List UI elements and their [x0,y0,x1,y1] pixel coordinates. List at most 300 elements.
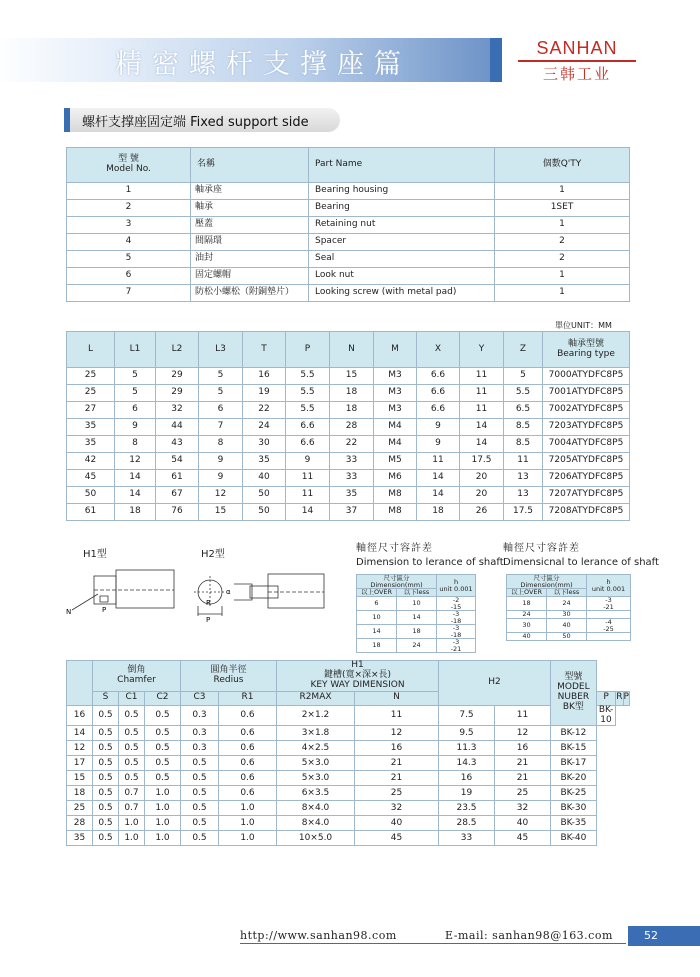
keyway-subheader: P [596,691,616,705]
table-row [67,385,630,402]
dims-cell: 7207ATYDFC8P5 [543,487,630,504]
keyway-cell: 0.5 [93,705,119,726]
tol-left-table [356,574,476,653]
dims-cell: 6.6 [417,385,460,402]
table-row [67,217,630,234]
dims-cell: 7 [199,419,243,436]
keyway-cell: 0.5 [119,726,145,741]
dims-header: N [330,332,374,368]
tol-left-less: 以下less [397,589,437,597]
dims-cell: 33 [330,453,374,470]
keyway-cell: 0.3 [181,741,219,756]
brand-name-cn: 三韩工业 [542,65,611,83]
table-row [67,200,630,217]
dims-cell: 20 [460,487,504,504]
dims-cell: 61 [156,470,199,487]
header-banner [0,38,490,82]
dims-cell: 54 [156,453,199,470]
tol-cell: 30 [507,619,547,633]
keyway-cell: 6×3.5 [277,786,355,801]
tol-right-h: h unit 0.001 [587,575,631,597]
dims-cell: M5 [374,453,417,470]
dims-cell: 5 [504,368,543,385]
parts-cell: Bearing [309,200,495,217]
keyway-cell: 11 [495,705,551,726]
dims-cell: 50 [67,487,115,504]
tol-left-title: 軸徑尺寸容許差 Dimension to lerance of shaft [356,543,504,568]
table-row [357,625,476,639]
table-row [67,470,630,487]
dims-cell: 8 [199,436,243,453]
dims-cell: 43 [156,436,199,453]
keyway-cell: 0.5 [145,705,181,726]
dims-cell: 11 [460,385,504,402]
keyway-cell: 0.3 [181,726,219,741]
dims-cell: 7208ATYDFC8P5 [543,504,630,521]
header-radius: 圓角半徑 Redius [181,661,277,692]
keyway-cell: 1.0 [119,816,145,831]
dims-cell: 6.6 [417,368,460,385]
dims-cell: 35 [243,453,286,470]
keyway-cell: 0.5 [119,771,145,786]
keyway-cell: 0.5 [93,726,119,741]
dims-cell: 5 [115,385,156,402]
keyway-subheader: R1 [219,691,277,705]
dims-cell: 14 [115,470,156,487]
dims-cell: 6 [115,402,156,419]
dims-cell: 8 [115,436,156,453]
dims-cell: 26 [460,504,504,521]
dims-cell: 6.6 [286,436,330,453]
keyway-cell: 21 [495,756,551,771]
h2-p-label: P [206,616,211,624]
keyway-subheader: R2MAX [277,691,355,705]
brand-name-en: SANHAN [536,38,618,58]
unit-label: 單位UNIT：MM [555,321,612,330]
tol-cell: 24 [397,639,437,653]
keyway-cell: 35 [67,831,93,846]
keyway-cell: 0.5 [93,756,119,771]
keyway-cell: 8×4.0 [277,801,355,816]
keyway-cell: 23.5 [439,801,495,816]
keyway-cell: 0.6 [219,756,277,771]
keyway-cell: 0.6 [219,726,277,741]
tol-cell: 18 [397,625,437,639]
dims-cell: 11 [417,453,460,470]
keyway-cell: 15 [67,771,93,786]
h1-shaft-drawing [64,566,182,618]
tol-left-size: 尺寸區分 Dimension(mm) [357,575,437,589]
dims-header: L [67,332,115,368]
dims-cell: 11 [286,470,330,487]
keyway-cell: 0.3 [181,705,219,726]
h2-alpha-label: α [226,588,231,596]
dims-cell: 42 [67,453,115,470]
keyway-cell: BK-25 [551,786,597,801]
dims-cell: 50 [243,504,286,521]
parts-cell: 間隔環 [191,234,309,251]
dims-cell: 25 [67,368,115,385]
keyway-subheader: N [355,691,439,705]
header-name: 名稱 [191,148,309,183]
keyway-cell: BK-40 [551,831,597,846]
keyway-cell: 5×3.0 [277,756,355,771]
table-row [67,183,630,200]
dims-cell: M8 [374,504,417,521]
dims-cell: M3 [374,402,417,419]
dims-cell: 8.5 [504,419,543,436]
keyway-cell: 1.0 [145,816,181,831]
keyway-cell: 0.5 [181,831,219,846]
keyway-cell: 25 [355,786,439,801]
parts-cell: Retaining nut [309,217,495,234]
dims-header: Z [504,332,543,368]
tol-cell [587,633,631,641]
dims-cell: M8 [374,487,417,504]
dims-cell: 20 [460,470,504,487]
table-row [507,633,631,641]
dims-cell: 11 [460,402,504,419]
parts-cell: 油封 [191,251,309,268]
dims-cell: 14 [286,504,330,521]
dims-cell: M4 [374,419,417,436]
table-row [67,771,630,786]
tol-cell: 50 [547,633,587,641]
parts-cell: 5 [67,251,191,268]
keyway-cell: 12 [355,726,439,741]
h2-shaft-drawing [190,572,330,624]
tol-cell: 30 [547,611,587,619]
h1-type-label: H1型 [83,549,107,560]
keyway-cell: 0.5 [181,771,219,786]
keyway-cell: 5×3.0 [277,771,355,786]
keyway-cell: 11 [355,705,439,726]
dims-cell: M4 [374,436,417,453]
tol-cell: 10 [357,611,397,625]
keyway-subheader: C3 [181,691,219,705]
dims-cell: 22 [330,436,374,453]
keyway-cell: 45 [355,831,439,846]
keyway-cell: 0.7 [119,786,145,801]
keyway-cell: 0.5 [145,726,181,741]
dims-header: M [374,332,417,368]
table-row [67,831,630,846]
brand-logo [512,38,642,84]
parts-cell: 防松小螺松（附銅墊片） [191,285,309,302]
dims-cell: 30 [243,436,286,453]
dims-header: P [286,332,330,368]
dims-cell: 5 [115,368,156,385]
dims-cell: 5 [199,368,243,385]
keyway-cell: 21 [355,756,439,771]
dims-cell: 14 [417,470,460,487]
keyway-cell: 16 [67,705,93,726]
dims-cell: 5.5 [504,385,543,402]
keyway-cell: 1.0 [119,831,145,846]
keyway-cell: 19 [439,786,495,801]
dims-header: T [243,332,286,368]
tol-cell: -3 -21 [587,597,631,611]
table-row [67,419,630,436]
keyway-cell: 18 [67,786,93,801]
dims-header: L2 [156,332,199,368]
h2-r-label: R [206,599,211,607]
header-model: 型 號 Model No. [67,148,191,183]
dims-cell: 35 [67,419,115,436]
parts-cell: 3 [67,217,191,234]
bearing-type-header: 軸承型號 Bearing type [543,332,630,368]
dims-cell: 17.5 [460,453,504,470]
dims-cell: 67 [156,487,199,504]
tol-right-table [506,574,631,641]
tol-cell: 24 [507,611,547,619]
dims-cell: 14 [460,436,504,453]
keyway-cell: 21 [355,771,439,786]
dims-cell: 9 [199,453,243,470]
parts-cell: 6 [67,268,191,285]
keyway-cell: BK-17 [551,756,597,771]
parts-cell: 2 [495,251,630,268]
tol-left-over: 以上OVER [357,589,397,597]
dims-cell: 6.6 [286,419,330,436]
keyway-cell: 0.5 [181,756,219,771]
dims-cell: 6 [199,402,243,419]
dims-cell: 12 [199,487,243,504]
keyway-cell: 32 [355,801,439,816]
dims-cell: 9 [286,453,330,470]
brand-divider [518,60,636,62]
table-row [357,611,476,625]
keyway-cell: 0.5 [93,786,119,801]
table-row [67,504,630,521]
dims-cell: 7205ATYDFC8P5 [543,453,630,470]
dims-cell: 7000ATYDFC8P5 [543,368,630,385]
dims-cell: 5.5 [286,368,330,385]
dims-cell: 16 [243,368,286,385]
keyway-cell: 1.0 [219,816,277,831]
dims-cell: 29 [156,385,199,402]
keyway-cell: 0.5 [119,741,145,756]
table-row [67,786,630,801]
table-row [67,705,630,726]
keyway-cell: 0.5 [119,756,145,771]
table-row [357,597,476,611]
parts-cell: Look nut [309,268,495,285]
header-qty: 個數Q'TY [495,148,630,183]
keyway-subheader: C1 [119,691,145,705]
header-chamfer: 倒角 Chamfer [93,661,181,692]
keyway-subheader: R [616,691,623,705]
table-row [67,436,630,453]
keyway-cell: 25 [495,786,551,801]
dims-header: L3 [199,332,243,368]
keyway-cell: 16 [495,741,551,756]
tol-cell: 14 [397,611,437,625]
keyway-cell: 1.0 [145,831,181,846]
keyway-cell: 1.0 [145,801,181,816]
dims-cell: 5.5 [286,385,330,402]
table-row [67,402,630,419]
keyway-cell: 28 [67,816,93,831]
dims-cell: 11 [286,487,330,504]
dims-cell: 17.5 [504,504,543,521]
keyway-cell: 0.6 [219,786,277,801]
keyway-cell: 3×1.8 [277,726,355,741]
keyway-cell: 11.3 [439,741,495,756]
header-model-number: 型號 MODEL NUBER BK型 [551,661,597,726]
dims-cell: 9 [115,419,156,436]
h1-n-label: N [66,608,72,616]
keyway-cell: 32 [495,801,551,816]
dims-cell: 18 [417,504,460,521]
dims-cell: 9 [199,470,243,487]
parts-cell: Looking screw (with metal pad) [309,285,495,302]
keyway-subheader: C2 [145,691,181,705]
dims-cell: 45 [67,470,115,487]
parts-cell: 1 [495,268,630,285]
keyway-cell: 8×4.0 [277,816,355,831]
tol-right-size: 尺寸區分 Dimension(mm) [507,575,587,589]
keyway-cell: 12 [495,726,551,741]
dims-cell: 14 [115,487,156,504]
page-title: 精密螺杆支撑座篇 [115,49,411,80]
table-row [67,234,630,251]
dims-cell: 14 [460,419,504,436]
tol-cell: -3 -18 [437,611,476,625]
keyway-cell: 0.6 [219,771,277,786]
keyway-cell: BK-20 [551,771,597,786]
footer-url[interactable]: http://www.sanhan98.com [240,929,397,942]
keyway-cell: 0.5 [93,801,119,816]
dims-cell: 7004ATYDFC8P5 [543,436,630,453]
parts-cell: 2 [495,234,630,251]
header-accent-bar [490,38,502,82]
keyway-cell: 45 [495,831,551,846]
keyway-cell: 0.6 [219,741,277,756]
keyway-cell: 0.5 [93,816,119,831]
table-row [67,816,630,831]
dims-cell: 6.5 [504,402,543,419]
dims-cell: 7002ATYDFC8P5 [543,402,630,419]
table-row [507,597,631,611]
dims-cell: 12 [115,453,156,470]
keyway-cell: 14 [67,726,93,741]
keyway-cell: 0.5 [145,756,181,771]
keyway-cell: BK-30 [551,801,597,816]
dims-cell: 50 [243,487,286,504]
keyway-cell: 33 [439,831,495,846]
table-row [67,487,630,504]
dims-header: Y [460,332,504,368]
keyway-cell: 0.5 [119,705,145,726]
tol-cell: 18 [357,639,397,653]
dims-cell: 7001ATYDFC8P5 [543,385,630,402]
keyway-cell: 25 [67,801,93,816]
parts-cell: 1 [495,217,630,234]
h2-type-label: H2型 [201,549,225,560]
dims-header: X [417,332,460,368]
dims-cell: 19 [243,385,286,402]
keyway-cell: 0.6 [219,705,277,726]
dims-cell: 40 [243,470,286,487]
table-row [67,285,630,302]
table-row [507,619,631,633]
dims-cell: 5.5 [286,402,330,419]
tol-right-title: 軸徑尺寸容許差 Dimensicnal to lerance of shaft [503,543,659,568]
keyway-cell: 0.5 [145,741,181,756]
keyway-cell: 0.5 [145,771,181,786]
dims-cell: 13 [504,487,543,504]
keyway-cell: 12 [67,741,93,756]
dims-cell: 15 [199,504,243,521]
parts-cell: 1 [495,285,630,302]
dims-cell: 8.5 [504,436,543,453]
keyway-cell: 40 [355,816,439,831]
dims-cell: 6.6 [417,402,460,419]
keyway-cell: BK-12 [551,726,597,741]
header-h2: H2 [439,661,551,706]
dims-cell: 29 [156,368,199,385]
section-title: 螺杆支撑座固定端 Fixed support side [64,108,340,132]
keyway-cell: 7.5 [439,705,495,726]
keyway-cell: 40 [495,816,551,831]
keyway-cell: 1.0 [219,801,277,816]
tol-cell: -2 -15 [437,597,476,611]
table-row [67,453,630,470]
dims-cell: M6 [374,470,417,487]
tol-right-over: 以上OVER [507,589,547,597]
dims-cell: 33 [330,470,374,487]
keyway-cell: 0.5 [181,801,219,816]
keyway-cell: 10×5.0 [277,831,355,846]
parts-cell: 7 [67,285,191,302]
table-row [67,801,630,816]
keyway-cell: 0.5 [93,771,119,786]
dims-cell: 18 [330,402,374,419]
tol-cell: 14 [357,625,397,639]
tol-cell: -4 -25 [587,619,631,633]
keyway-cell: 2×1.2 [277,705,355,726]
dims-cell: 13 [504,470,543,487]
footer-email[interactable]: E-mail: sanhan98@163.com [445,929,613,942]
keyway-subheader: S [93,691,119,705]
footer-rule [240,943,626,944]
dims-cell: 24 [243,419,286,436]
parts-cell: 軸承 [191,200,309,217]
tol-left-h: h unit 0.001 [437,575,476,597]
dims-cell: 61 [67,504,115,521]
dims-cell: 11 [460,368,504,385]
keyway-cell: BK-15 [551,741,597,756]
keyway-cell: 28.5 [439,816,495,831]
dims-cell: 25 [67,385,115,402]
dims-cell: 22 [243,402,286,419]
keyway-cell: 17 [67,756,93,771]
keyway-cell: 21 [495,771,551,786]
dims-cell: 44 [156,419,199,436]
parts-cell: 1 [67,183,191,200]
table-row [507,611,631,619]
dims-cell: 35 [330,487,374,504]
keyway-cell: 16 [355,741,439,756]
dims-cell: M3 [374,385,417,402]
tol-cell: 18 [507,597,547,611]
dims-cell: 35 [67,436,115,453]
dimension-table [66,331,630,521]
h1-p-label: P [102,606,107,614]
keyway-table [66,660,630,846]
dims-cell: 18 [330,385,374,402]
